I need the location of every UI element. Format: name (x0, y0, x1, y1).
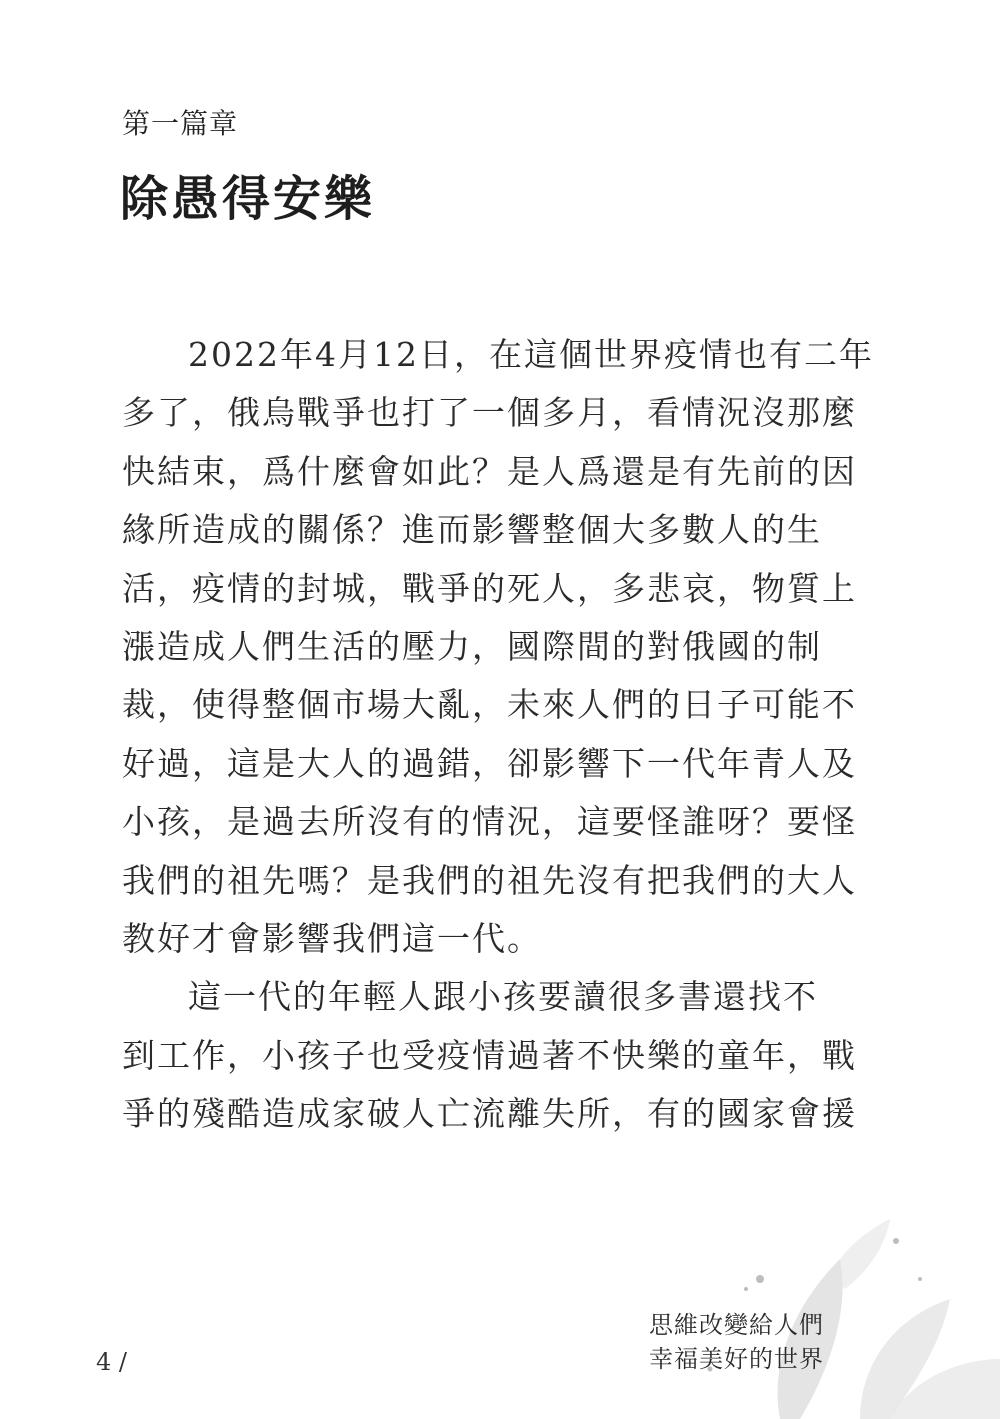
paragraph-1-line-2: 多了，俄烏戰爭也打了一個多月，看情況沒那麼 (122, 393, 857, 433)
paragraph-2-line-3: 爭的殘酷造成家破人亡流離失所，有的國家會援 (122, 1094, 857, 1134)
footer-book-title-line-1: 思維改變給人們 (649, 1311, 824, 1339)
paragraph-1-line-6: 漲造成人們生活的壓力，國際間的對俄國的制 (122, 627, 822, 667)
paragraph-1-line-8: 好過，這是大人的過錯，卻影響下一代年青人及 (122, 743, 857, 783)
chapter-title: 除愚得安樂 (120, 171, 376, 227)
paragraph-1-line-3: 快結束，爲什麼會如此？是人爲還是有先前的因 (122, 451, 857, 491)
page-number-value: 4 (96, 1348, 112, 1376)
paragraph-1-line-9: 小孩，是過去所沒有的情況，這要怪誰呀？要怪 (122, 802, 857, 842)
paragraph-2-line-2: 到工作，小孩子也受疫情過著不快樂的童年，戰 (122, 1035, 857, 1075)
body-text (122, 326, 874, 1144)
footer-book-title (649, 1308, 824, 1376)
paragraph-2-line-1: 這一代的年輕人跟小孩要讀很多書還找不 (188, 977, 818, 1017)
paragraph-1-line-10: 我們的祖先嗎？是我們的祖先沒有把我們的大人 (122, 860, 857, 900)
page-number: 4 / (96, 1348, 127, 1376)
paragraph-1-line-1: 2022年4月12日，在這個世界疫情也有二年 (188, 335, 874, 374)
paragraph-1-line-5: 活，疫情的封城，戰爭的死人，多悲哀，物質上 (122, 568, 857, 608)
paragraph-1-line-4: 緣所造成的關係？進而影響整個大多數人的生 (122, 510, 822, 550)
paragraph-1-line-7: 裁，使得整個市場大亂，未來人們的日子可能不 (122, 685, 857, 725)
chapter-label: 第一篇章 (122, 107, 239, 140)
paragraph-1-line-11: 教好才會影響我們這一代。 (122, 919, 542, 959)
footer-book-title-line-2: 幸福美好的世界 (649, 1345, 824, 1373)
